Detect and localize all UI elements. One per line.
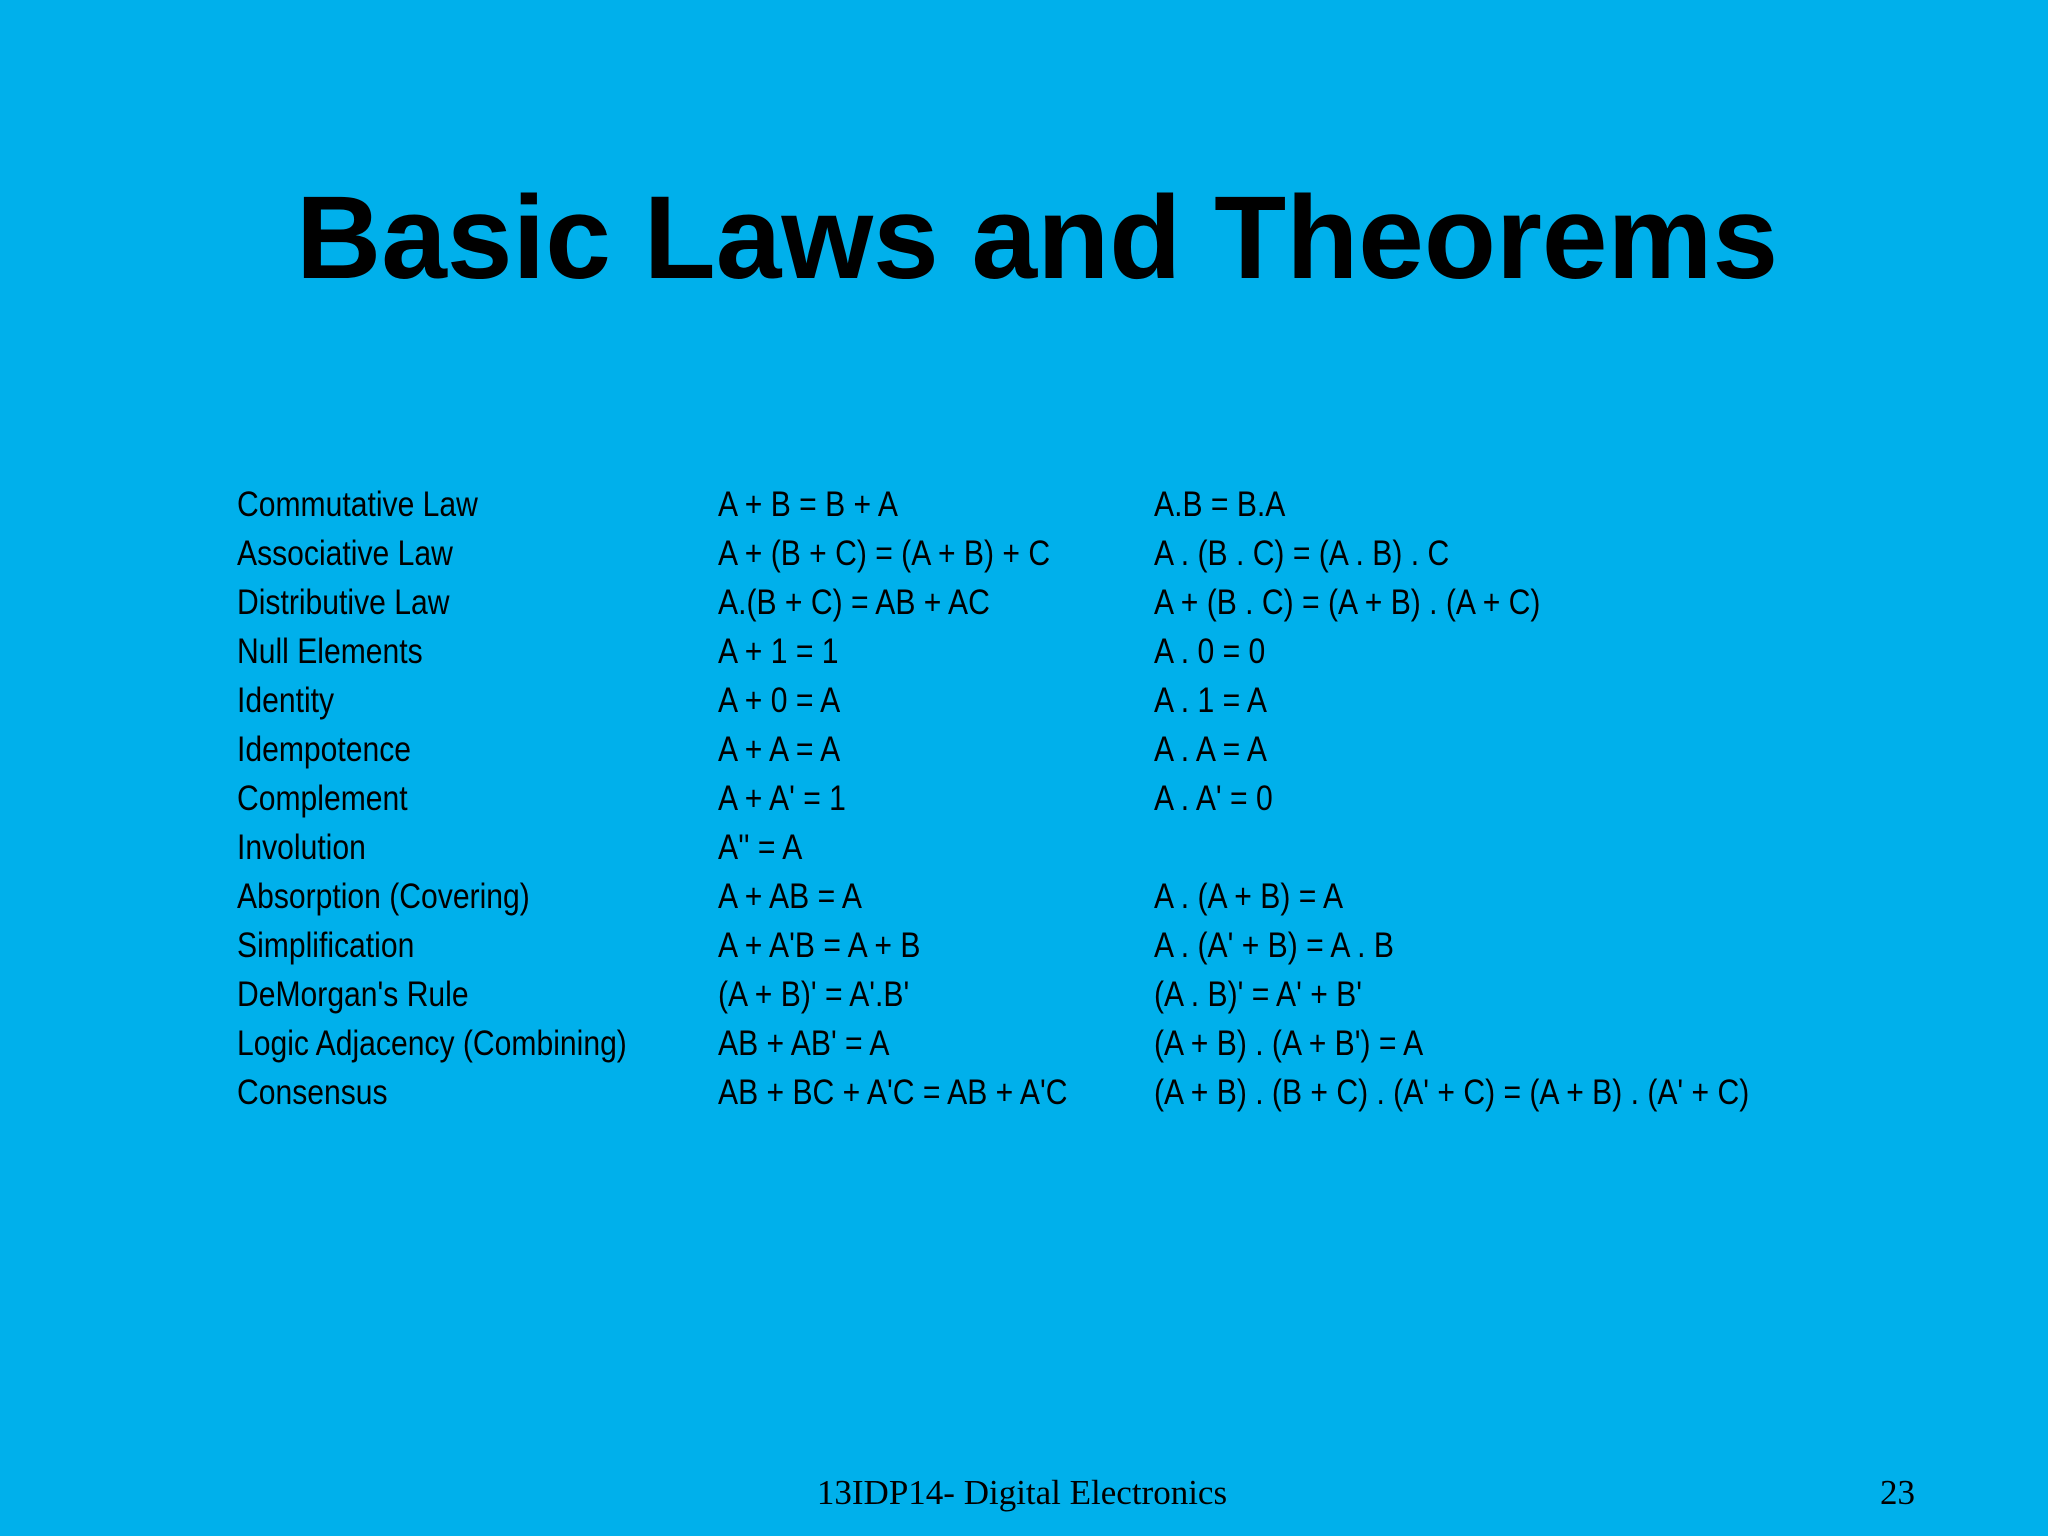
law-or-form: A + 0 = A [718,681,841,720]
law-row [237,1068,1817,1117]
law-and-form: A . 0 = 0 [1154,632,1266,671]
laws-table [237,480,1817,1117]
law-name: DeMorgan's Rule [237,975,469,1014]
law-name: Logic Adjacency (Combining) [237,1024,627,1063]
law-and-form: A . A' = 0 [1154,779,1273,818]
law-and-form: (A + B) . (A + B') = A [1154,1024,1424,1063]
law-name: Simplification [237,926,415,965]
law-row [237,1019,1817,1068]
law-name: Complement [237,779,408,818]
law-or-form: A + A = A [718,730,841,769]
law-or-form: A + (B + C) = (A + B) + C [718,534,1051,573]
footer [0,1471,2048,1515]
law-or-form: A + A' = 1 [718,779,846,818]
law-name: Involution [237,828,366,867]
law-or-form: A.(B + C) = AB + AC [718,583,990,622]
law-and-form: (A + B) . (B + C) . (A' + C) = (A + B) . (A' + C) [1154,1073,1750,1112]
law-row [237,921,1817,970]
law-or-form: A + AB = A [718,877,862,916]
law-row [237,480,1817,529]
law-or-form: A'' = A [718,828,803,867]
law-row [237,725,1817,774]
law-name: Distributive Law [237,583,450,622]
law-row [237,529,1817,578]
law-row [237,872,1817,921]
page-number: 23 [1880,1473,1915,1512]
law-row [237,627,1817,676]
law-name: Null Elements [237,632,423,671]
law-and-form: A . 1 = A [1154,681,1267,720]
law-name: Associative Law [237,534,453,573]
law-row [237,578,1817,627]
law-row [237,774,1817,823]
law-name: Consensus [237,1073,388,1112]
law-name: Identity [237,681,335,720]
law-name: Absorption (Covering) [237,877,530,916]
law-row [237,823,1817,872]
law-and-form: (A . B)' = A' + B' [1154,975,1362,1014]
law-or-form: AB + BC + A'C = AB + A'C [718,1073,1068,1112]
law-and-form: A.B = B.A [1154,485,1286,524]
law-or-form: A + A'B = A + B [718,926,921,965]
law-or-form: (A + B)' = A'.B' [718,975,910,1014]
law-and-form: A + (B . C) = (A + B) . (A + C) [1154,583,1541,622]
law-or-form: AB + AB' = A [718,1024,890,1063]
law-row [237,970,1817,1019]
law-and-form: A . (A + B) = A [1154,877,1344,916]
law-name: Idempotence [237,730,412,769]
law-or-form: A + B = B + A [718,485,898,524]
law-and-form: A . (A' + B) = A . B [1154,926,1394,965]
slide-title-text: Basic Laws and Theorems [296,172,1779,304]
law-name: Commutative Law [237,485,478,524]
law-and-form: A . A = A [1154,730,1267,769]
law-row [237,676,1817,725]
footer-text: 13IDP14- Digital Electronics [816,1473,1228,1512]
law-and-form: A . (B . C) = (A . B) . C [1154,534,1450,573]
law-or-form: A + 1 = 1 [718,632,839,671]
